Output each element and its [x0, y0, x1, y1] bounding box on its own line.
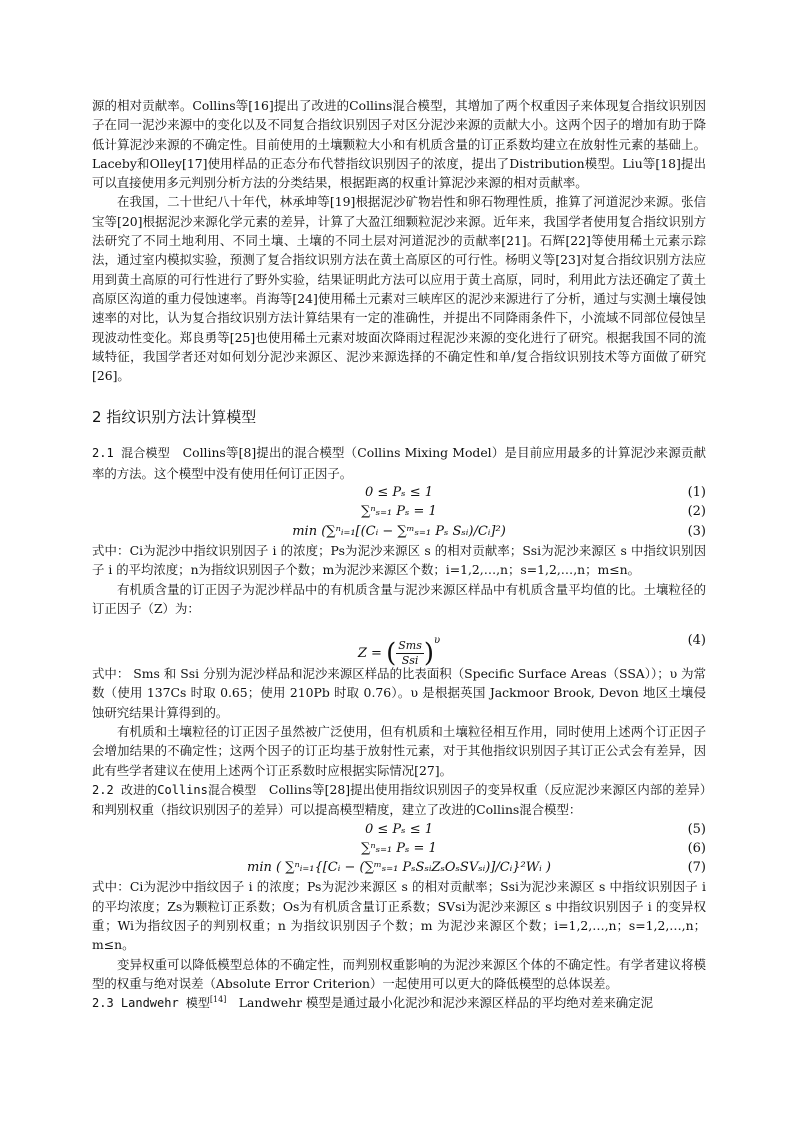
- equation-7-body: min ( ∑ⁿᵢ₌₁{[Cᵢ − (∑ᵐₛ₌₁ PₛSₛᵢZₛOₛSVₛᵢ)]/Cᵢ}²Wᵢ ): [247, 860, 551, 876]
- subsection-2-2-intro: [92, 780, 706, 820]
- equation-6-number: (6): [687, 840, 706, 856]
- equation-7: [92, 858, 706, 877]
- equation-5-number: (5): [687, 821, 706, 837]
- equation-2-body: ∑ⁿₛ₌₁ Pₛ = 1: [361, 504, 437, 520]
- equation-3-number: (3): [687, 523, 706, 539]
- correction-factor-paragraph: 有机质含量的订正因子为泥沙样品中的有机质含量与泥沙来源区样品中有机质含量平均值的比。土壤粒径的订正因子（Z）为：: [92, 581, 706, 616]
- equation-4-number: (4): [687, 633, 706, 649]
- correction-discussion-paragraph: 有机质和土壤粒径的订正因子虽然被广泛使用，但有机质和土壤粒径相互作用，同时使用上述两个订正因子会增加结果的不确定性；这两个因子的订正均基于放射性元素，对于其他指纹识别因子其订正公式会有差异，因此有些学者建议在使用上述两个订正系数时应根据实际情况[27]。: [92, 724, 706, 778]
- subsection-2-3-text: Landwehr 模型是通过最小化泥沙和泥沙来源区样品的平均绝对差来确定泥: [238, 995, 653, 1011]
- equation-4-fraction: [396, 639, 424, 668]
- equation-7-definitions: 式中：Ci为泥沙中指纹因子 i 的浓度；Ps为泥沙来源区 s 的相对贡献率；Ssi为泥沙来源区 s 中指纹识别因子 i 的平均浓度；Zs为颗粒订正系数；Os为有机质含量订正系数；SVsi为泥沙来源区 s 中指纹识别因子 i 的变异权重；Wi为指纹因子的判别权重；n 为指纹识别因子个数；m 为泥沙来源区个数；i=1,2,…,n；s=1,2,…,n；m≤n。: [92, 879, 706, 953]
- equation-5: [92, 820, 706, 839]
- subsection-2-1-text: Collins等[8]提出的混合模型（Collins Mixing Model）是目前应用最多的计算泥沙来源贡献率的方法。这个模型中没有使用任何订正因子。: [92, 445, 707, 481]
- equation-5-body: 0 ≤ Pₛ ≤ 1: [365, 821, 433, 837]
- equation-4-paren-open: (: [386, 638, 397, 669]
- equation-6: [92, 839, 706, 858]
- subsection-2-2-label: 2.2 改进的Collins混合模型: [92, 782, 257, 797]
- equation-1-body: 0 ≤ Pₛ ≤ 1: [365, 485, 433, 501]
- equation-6-body: ∑ⁿₛ₌₁ Pₛ = 1: [361, 840, 437, 856]
- equation-4: [92, 618, 706, 669]
- weights-paragraph: 变异权重可以降低模型总体的不确定性，而判别权重影响的为泥沙来源区个体的不确定性。有学者建议将模型的权重与绝对误差（Absolute Error Criterion）一起使用可以更大的降低模型的总体误差。: [92, 956, 706, 991]
- equation-4-exponent: υ: [434, 635, 441, 647]
- equation-7-number: (7): [687, 860, 706, 876]
- equation-4-lhs: Z =: [357, 646, 382, 662]
- equation-2: [92, 502, 706, 521]
- equation-1-number: (1): [687, 485, 706, 501]
- equation-2-number: (2): [687, 504, 706, 520]
- equation-1: [92, 483, 706, 502]
- intro-paragraph-2: 在我国，二十世纪八十年代，林承坤等[19]根据泥沙矿物岩性和卵石物理性质，推算了河道泥沙来源。张信宝等[20]根据泥沙来源化学元素的差异，计算了大盈江细颗粒泥沙来源。近年来，我国学者使用复合指纹识别方法研究了不同土地利用、不同土壤、土壤的不同土层对河道泥沙的贡献率[21]。石辉[22]等使用稀土元素示踪法，通过室内模拟实验，预测了复合指纹识别方法在黄土高原区的可行性。杨明义等[23]对复合指纹识别方法应用到黄土高原的可行性进行了野外实验，结果证明此方法可以应用于黄土高原，同时，利用此方法还确定了黄土高原区沟道的重力侵蚀速率。肖海等[24]使用稀土元素对三峡库区的泥沙来源进行了分析，通过与实测土壤侵蚀速率的对比，认为复合指纹识别方法计算结果有一定的准确性，并提出不同降雨条件下，小流域不同部位侵蚀呈现波动性变化。郑良勇等[25]也使用稀土元素对坡面次降雨过程泥沙来源的变化进行了研究。根据我国不同的流域特征，我国学者还对如何划分泥沙来源区、泥沙来源选择的不确定性和单/复合指纹识别技术等方面做了研究[26]。: [92, 194, 706, 384]
- equation-4-definitions: 式中： Sms 和 Ssi 分别为泥沙样品和泥沙来源区样品的比表面积（Specific Surface Areas（SSA））；υ 为常数（使用 137Cs 时取 0.65；使用 210Pb 时取 0.76）。υ 是根据英国 Jackmoor Brook, Devon 地区土壤侵蚀研究结果计算得到的。: [92, 666, 706, 720]
- equation-3: [92, 522, 706, 541]
- equation-4-paren-close: ): [423, 638, 435, 669]
- equation-4-numerator: Sms: [398, 639, 422, 653]
- subsection-2-2-text: Collins等[28]提出使用指纹识别因子的变异权重（反应泥沙来源区内部的差异）和判别权重（指纹识别因子的差异）可以提高模型精度，建立了改进的Collins混合模型：: [92, 781, 707, 818]
- intro-paragraph-1: 源的相对贡献率。Collins等[16]提出了改进的Collins混合模型，其增加了两个权重因子来体现复合指纹识别因子在同一泥沙来源中的变化以及不同复合指纹识别因子对区分泥沙来源的贡献大小。这两个因子的增加有助于降低计算泥沙来源的不确定性。目前使用的土壤颗粒大小和有机质含量的订正系数均建立在放射性元素的基础上。Laceby和Olley[17]使用样品的正态分布代替指纹识别因子的浓度，提出了Distribution模型。Liu等[18]提出可以直接使用多元判别分析方法的分类结果，根据距离的权重计算泥沙来源的相对贡献率。: [92, 98, 706, 191]
- equation-3-body: min (∑ⁿᵢ₌₁[(Cᵢ − ∑ᵐₛ₌₁ Pₛ Sₛᵢ)/Cᵢ]²): [292, 523, 506, 539]
- equation-4-denominator: Ssi: [401, 654, 419, 668]
- subsection-2-1-intro: [92, 443, 706, 483]
- text-column: [92, 96, 706, 1013]
- subsection-2-3-label: 2.3 Landwehr 模型: [92, 996, 210, 1011]
- section-heading: 2 指纹识别方法计算模型: [92, 408, 257, 427]
- subsection-2-3-ref: [14]: [209, 995, 227, 1005]
- equation-3-definitions: 式中：Ci为泥沙中指纹识别因子 i 的浓度；Ps为泥沙来源区 s 的相对贡献率；Ssi为泥沙来源区 s 中指纹识别因子 i 的平均浓度；n为指纹识别因子个数；m为泥沙来源区个数；i=1,2,…,n；s=1,2,…,n；m≤n。: [92, 542, 706, 578]
- subsection-2-3-intro: [92, 993, 706, 1013]
- subsection-2-1-label: 2.1 混合模型: [92, 446, 170, 461]
